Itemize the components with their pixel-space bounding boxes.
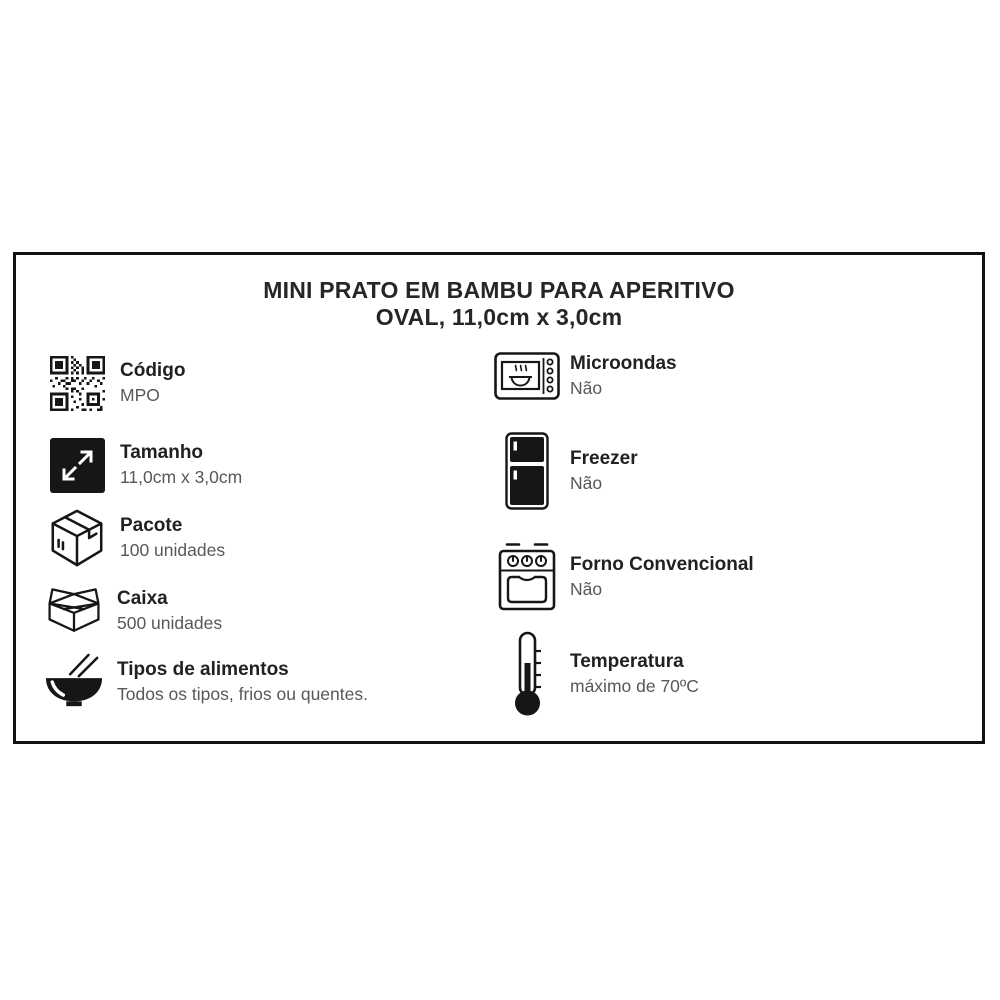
spec-value: Não xyxy=(570,378,603,398)
spec-label: Microondas xyxy=(570,353,677,374)
spec-value: máximo de 70ºC xyxy=(570,676,699,696)
spec-label: Código xyxy=(120,360,186,381)
bowl-chopsticks-icon xyxy=(43,653,105,711)
spec-label: Pacote xyxy=(120,515,183,536)
spec-card xyxy=(13,252,985,744)
spec-label: Freezer xyxy=(570,448,638,469)
oven-icon xyxy=(494,542,560,612)
spec-value: 500 unidades xyxy=(117,613,223,633)
spec-row-tipos-de-alimentos xyxy=(43,652,368,712)
spec-value: 100 unidades xyxy=(120,540,226,560)
spec-row-forno-convencional xyxy=(494,540,754,613)
spec-label: Temperatura xyxy=(570,651,684,672)
open-box-icon xyxy=(43,583,105,639)
spec-label: Caixa xyxy=(117,588,168,609)
spec-label: Forno Convencional xyxy=(570,553,754,575)
qr-code-icon xyxy=(46,356,108,411)
microwave-icon xyxy=(494,352,560,400)
spec-row-freezer xyxy=(494,432,638,510)
spec-value: 11,0cm x 3,0cm xyxy=(120,467,243,487)
spec-row-temperatura xyxy=(494,631,699,717)
spec-row-caixa xyxy=(43,583,222,639)
spec-value: Não xyxy=(570,578,603,599)
spec-value: Todos os tipos, frios ou quentes. xyxy=(117,684,368,704)
spec-label: Tipos de alimentos xyxy=(117,659,289,680)
freezer-icon xyxy=(494,432,560,510)
spec-label: Tamanho xyxy=(120,442,204,463)
page-title xyxy=(16,277,982,331)
spec-value: MPO xyxy=(120,385,160,405)
closed-box-icon xyxy=(46,507,108,569)
spec-row-microondas xyxy=(494,352,677,400)
thermometer-icon xyxy=(494,631,560,717)
spec-value: Não xyxy=(570,473,603,493)
spec-row-pacote xyxy=(46,506,225,570)
spec-row-tamanho xyxy=(46,436,242,494)
dimensions-icon xyxy=(46,437,108,494)
title-line-2: OVAL, 11,0cm x 3,0cm xyxy=(375,304,623,330)
title-line-1: MINI PRATO EM BAMBU PARA APERITIVO xyxy=(263,277,735,303)
spec-row-codigo xyxy=(46,355,185,411)
